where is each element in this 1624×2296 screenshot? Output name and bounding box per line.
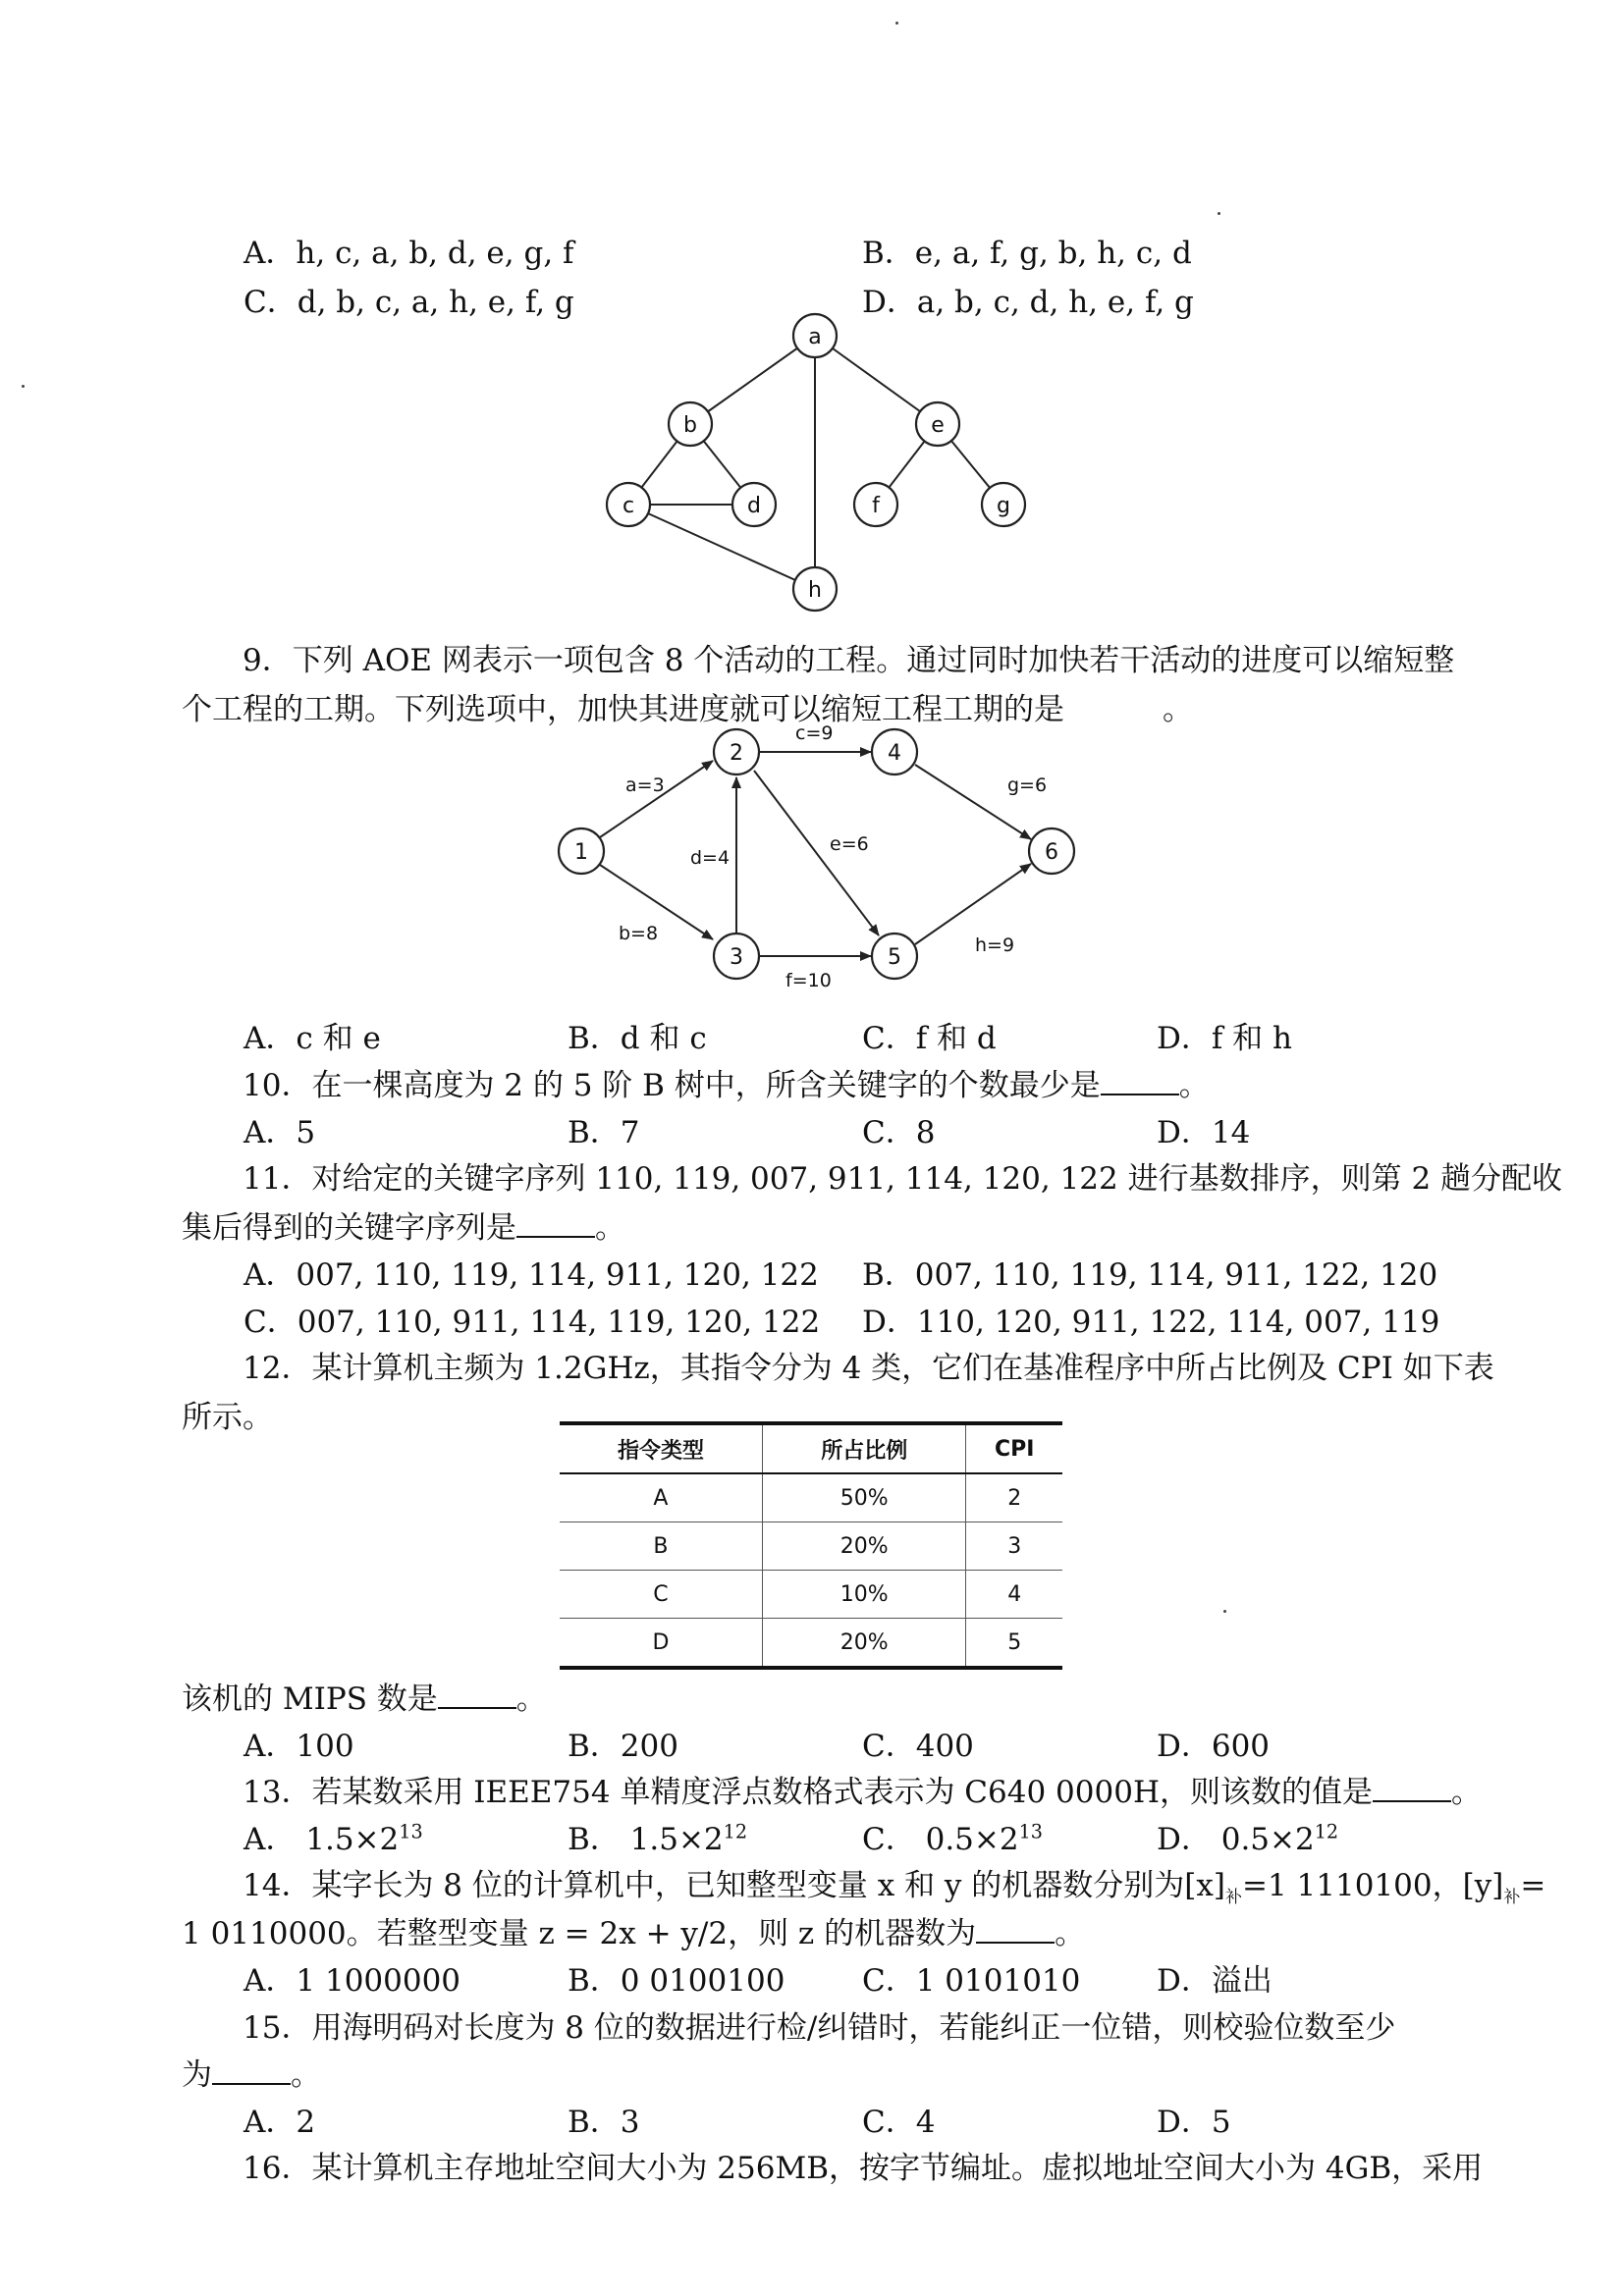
table-cell: 20%: [762, 1522, 966, 1571]
edge-label-e: e=6: [830, 833, 869, 855]
q15-option-b: B．3: [568, 2105, 640, 2140]
q13-option-d: D． $0.5\times 2^{12}$: [1157, 1820, 1339, 1857]
svg-text:1: 1: [574, 840, 588, 865]
table-header-row: [560, 1423, 1062, 1473]
table-cell: 3: [966, 1522, 1062, 1571]
table-header: 指令类型: [560, 1423, 762, 1473]
aoe-node-4: [872, 729, 917, 774]
edge-label-h: h=9: [975, 934, 1015, 956]
q10-option-d: D．14: [1157, 1115, 1251, 1150]
q11-option-a: A．007, 110, 119, 114, 911, 120, 122: [244, 1257, 819, 1293]
q15-option-a: A．2: [244, 2105, 316, 2140]
table-header: 所占比例: [762, 1423, 966, 1473]
edge-label-d: d=4: [690, 847, 731, 869]
q11-option-b: B．007, 110, 119, 114, 911, 122, 120: [862, 1257, 1438, 1293]
q12-option-b: B．200: [568, 1729, 678, 1764]
edge-label-c: c=9: [795, 722, 834, 744]
edge-label-b: b=8: [619, 923, 659, 944]
q10-option-b: B．7: [568, 1115, 640, 1150]
q12-after-text: 该机的 MIPS 数是 。: [182, 1674, 1458, 1718]
q16-line1: 16．某计算机主存地址空间大小为 256MB，按字节编址。虚拟地址空间大小为 4GB，采用: [243, 2151, 1484, 2186]
q8-option-c: C．d, b, c, a, h, e, f, g: [244, 285, 574, 320]
q11-option-d: D．110, 120, 911, 122, 114, 007, 119: [862, 1305, 1440, 1340]
q9-option-a: A．c 和 e: [244, 1021, 381, 1056]
scan-speck: [895, 22, 898, 25]
aoe-node-6: [1029, 828, 1074, 874]
svg-text:f: f: [872, 494, 880, 518]
table-cell: 10%: [762, 1571, 966, 1619]
edge-label-g: g=6: [1007, 774, 1048, 796]
q9-option-d: D．f 和 h: [1157, 1021, 1293, 1056]
table-row: [560, 1619, 1062, 1669]
svg-text:b: b: [683, 413, 697, 438]
svg-text:c: c: [622, 494, 635, 518]
svg-text:6: 6: [1045, 840, 1058, 865]
scan-speck: [22, 385, 25, 388]
q15-line2: 为 。: [182, 2050, 1458, 2094]
q13-stem: 13．若某数采用 IEEE754 单精度浮点数格式表示为 C640 0000H，则该数的值是 。: [182, 1767, 1519, 1811]
q14-line1: 14．某字长为 8 位的计算机中，已知整型变量 x 和 y 的机器数分别为$[x]_补=1$ 1110100，$[y]_补=$: [243, 1868, 1546, 1908]
q15-option-c: C．4: [862, 2105, 936, 2140]
q9-line1: 9．下列 AOE 网表示一项包含 8 个活动的工程。通过同时加快若干活动的进度可以缩短整: [243, 643, 1455, 678]
svg-text:5: 5: [888, 945, 901, 970]
svg-text:e: e: [931, 413, 945, 438]
table-cell: 2: [966, 1473, 1062, 1522]
svg-text:h: h: [808, 578, 822, 603]
q11-line1: 11．对给定的关键字序列 110, 119, 007, 911, 114, 120, 122 进行基数排序，则第 2 趟分配收: [243, 1161, 1563, 1197]
aoe-node-5: [872, 934, 917, 979]
scan-speck: [1223, 1610, 1226, 1613]
q12-line2: 所示。: [182, 1400, 273, 1435]
q9-option-b: B．d 和 c: [568, 1021, 707, 1056]
aoe-node-1: [559, 828, 604, 874]
table-cell: B: [560, 1522, 762, 1571]
table-row: [560, 1473, 1062, 1522]
q8-option-b: B．e, a, f, g, b, h, c, d: [862, 236, 1192, 271]
q9-line2: 个工程的工期。下列选项中，加快其进度就可以缩短工程工期的是 。: [182, 692, 1193, 727]
q13-option-b: B． $1.5\times 2^{12}$: [568, 1820, 748, 1857]
table-cell: 50%: [762, 1473, 966, 1522]
q13-option-a: A． $1.5\times 2^{13}$: [244, 1820, 423, 1857]
q12-option-c: C．400: [862, 1729, 974, 1764]
q8-option-a: A．h, c, a, b, d, e, g, f: [244, 236, 574, 271]
q8-option-d: D．a, b, c, d, h, e, f, g: [862, 285, 1194, 320]
svg-text:d: d: [747, 494, 761, 518]
q14-option-b: B．0 0100100: [568, 1963, 785, 1999]
q9-option-c: C．f 和 d: [862, 1021, 997, 1056]
svg-text:3: 3: [730, 945, 743, 970]
q11-option-c: C．007, 110, 911, 114, 119, 120, 122: [244, 1305, 821, 1340]
svg-text:g: g: [997, 494, 1010, 518]
table-cell: A: [560, 1473, 762, 1522]
table-row: [560, 1571, 1062, 1619]
q12-option-d: D．600: [1157, 1729, 1271, 1764]
scan-speck: [1218, 212, 1220, 215]
q14-option-d: D．溢出: [1157, 1963, 1272, 1999]
q13-option-c: C． $0.5\times 2^{13}$: [862, 1820, 1044, 1857]
q12-line1: 12．某计算机主频为 1.2GHz，其指令分为 4 类，它们在基准程序中所占比例及 CPI 如下表: [243, 1351, 1494, 1386]
table-cell: D: [560, 1619, 762, 1669]
table-cell: C: [560, 1571, 762, 1619]
table-row: [560, 1522, 1062, 1571]
q12-option-a: A．100: [244, 1729, 354, 1764]
aoe-node-3: [714, 934, 759, 979]
svg-text:2: 2: [730, 741, 743, 766]
q15-line1: 15．用海明码对长度为 8 位的数据进行检/纠错时，若能纠正一位错，则校验位数至少: [243, 2010, 1396, 2046]
table-cell: 5: [966, 1619, 1062, 1669]
q10-stem: 10．在一棵高度为 2 的 5 阶 B 树中，所含关键字的个数最少是 。: [182, 1060, 1519, 1104]
table-header: CPI: [966, 1423, 1062, 1473]
q10-option-a: A．5: [244, 1115, 316, 1150]
cpi-table: [560, 1421, 1062, 1670]
aoe-node-2: [714, 729, 759, 774]
table-cell: 20%: [762, 1619, 966, 1669]
svg-text:4: 4: [888, 741, 901, 766]
q14-option-c: C．1 0101010: [862, 1963, 1081, 1999]
svg-text:a: a: [808, 325, 822, 349]
q14-option-a: A．1 1000000: [244, 1963, 461, 1999]
q14-line2: 1 0110000。若整型变量 z = 2x + y/2，则 z 的机器数为 。: [182, 1908, 1458, 1952]
table-cell: 4: [966, 1571, 1062, 1619]
q11-line2: 集后得到的关键字序列是 。: [182, 1202, 1458, 1247]
q15-option-d: D．5: [1157, 2105, 1231, 2140]
edge-label-f: f=10: [785, 970, 832, 991]
q10-option-c: C．8: [862, 1115, 936, 1150]
edge-label-a: a=3: [625, 774, 665, 796]
